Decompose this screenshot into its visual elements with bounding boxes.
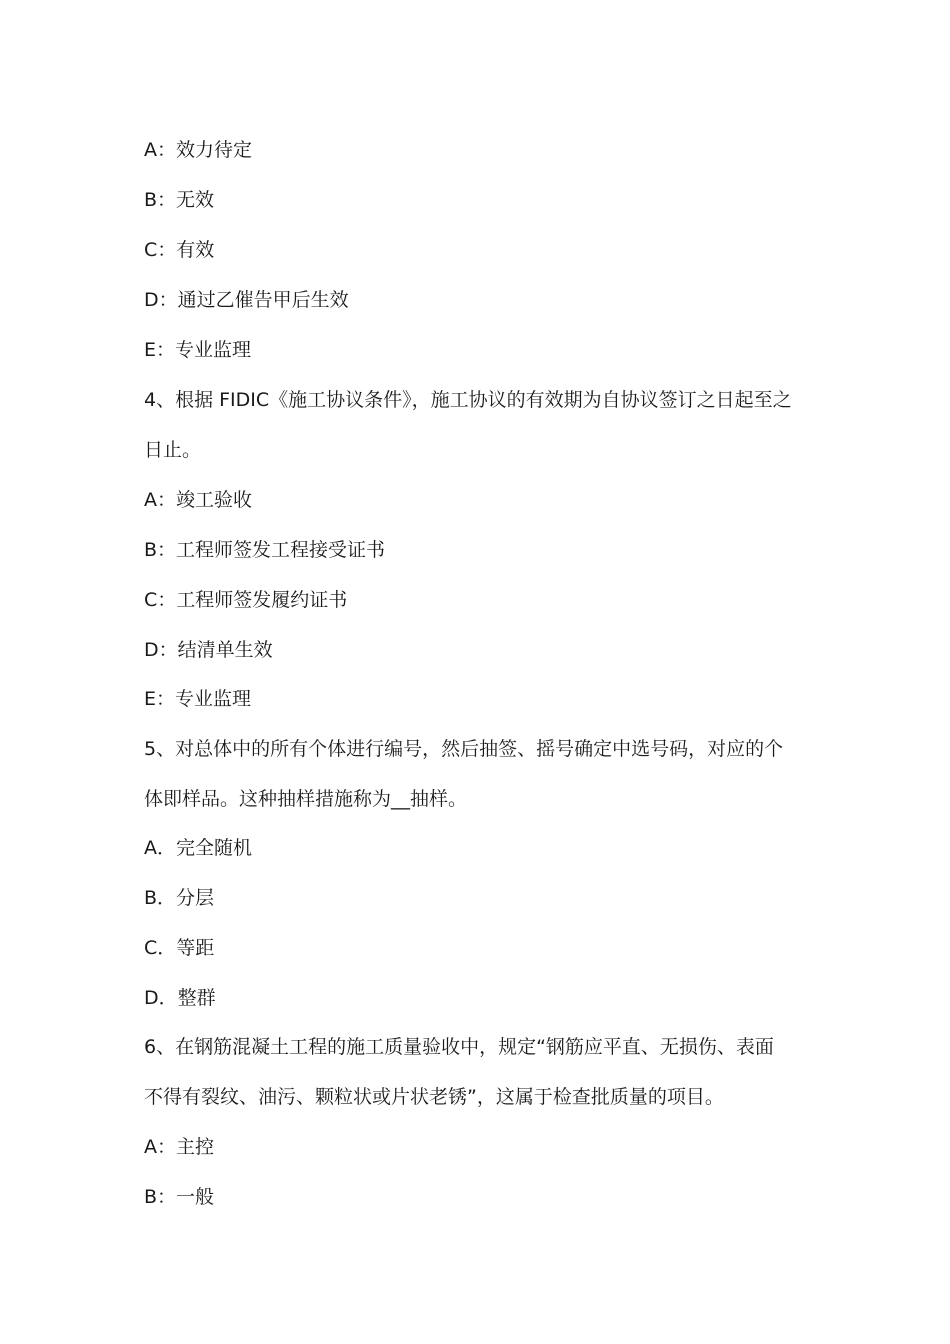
option-a-q6: A：主控 — [144, 1136, 214, 1158]
option-d-q3: D：通过乙催告甲后生效 — [144, 289, 349, 311]
option-a-q4: A：竣工验收 — [144, 489, 252, 511]
option-b-q6: B：一般 — [144, 1186, 215, 1208]
question-4-line-2: 日止。 — [144, 439, 202, 461]
question-6-line-1: 6、在钢筋混凝土工程的施工质量验收中，规定“钢筋应平直、无损伤、表面 — [144, 1036, 774, 1058]
question-5-line-2: 体即样品。这种抽样措施称为__抽样。 — [144, 788, 468, 810]
option-b-q5: B．分层 — [144, 887, 215, 909]
option-e-q3: E：专业监理 — [144, 339, 252, 361]
option-a-q5: A．完全随机 — [144, 837, 252, 859]
option-d-q5: D．整群 — [144, 987, 216, 1009]
option-e-q4: E：专业监理 — [144, 688, 252, 710]
option-b-q3: B：无效 — [144, 189, 215, 211]
option-a-q3: A：效力待定 — [144, 139, 252, 161]
option-c-q3: C：有效 — [144, 239, 215, 261]
option-b-q4: B：工程师签发工程接受证书 — [144, 539, 386, 561]
question-6-line-2: 不得有裂纹、油污、颗粒状或片状老锈”，这属于检查批质量的项目。 — [144, 1086, 724, 1108]
question-5-line-1: 5、对总体中的所有个体进行编号，然后抽签、摇号确定中选号码，对应的个 — [144, 738, 784, 760]
option-c-q5: C．等距 — [144, 937, 215, 959]
question-4-line-1: 4、根据 FIDIC《施工协议条件》，施工协议的有效期为自协议签订之日起至之 — [144, 389, 792, 411]
option-d-q4: D：结清单生效 — [144, 639, 273, 661]
option-c-q4: C：工程师签发履约证书 — [144, 589, 348, 611]
